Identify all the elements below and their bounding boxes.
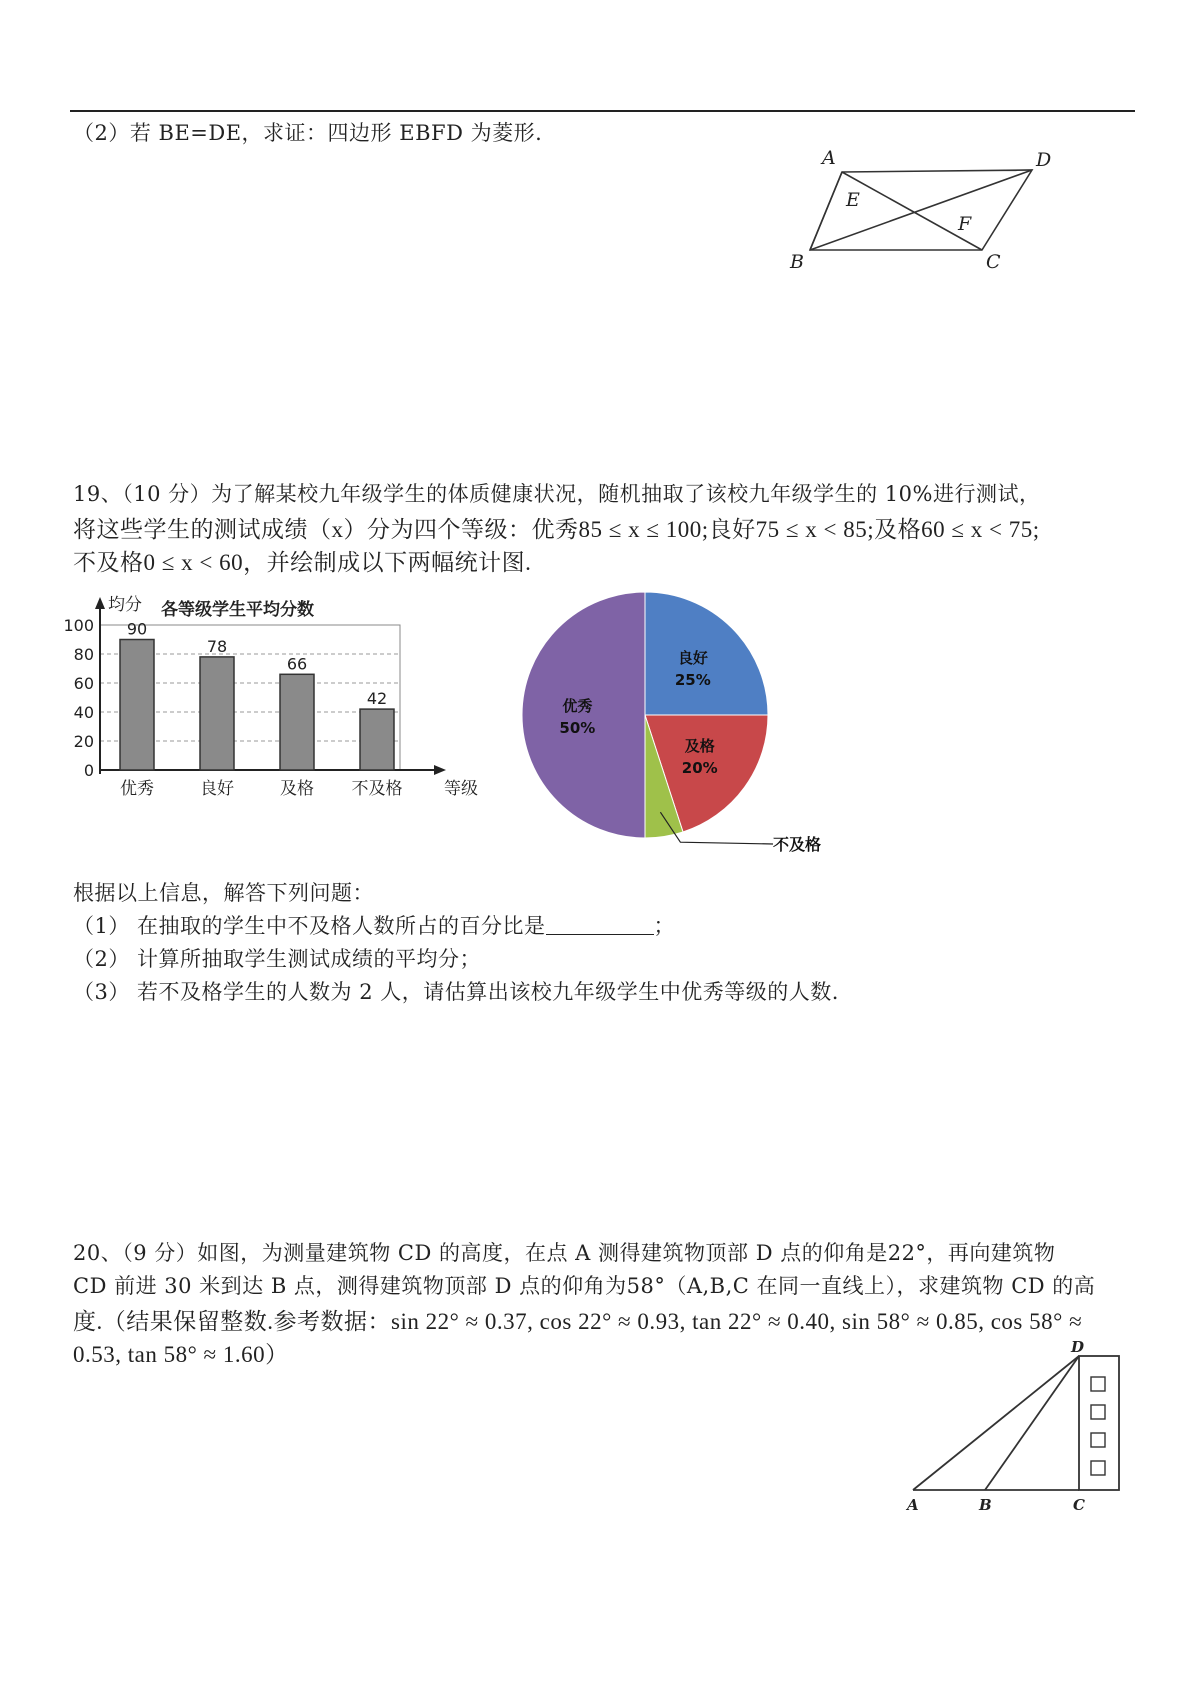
pie-slice (522, 592, 645, 838)
bar-value-label: 42 (366, 689, 388, 709)
q20-line3: 度.（结果保留整数.参考数据：sin 22° ≈ 0.37, cos 22° ≈ 0.93, tan 22° ≈ 0.40, sin 58° ≈ 0.85, cos 58° ≈ (73, 1309, 1083, 1334)
x-tick-label: 及格 (280, 779, 314, 799)
bar (200, 657, 234, 770)
q19-line1: 19、（10 分）为了解某校九年级学生的体质健康状况，随机抽取了该校九年级学生的 10%进行测试， (73, 482, 1041, 506)
pie-slice-label: 及格 (684, 736, 715, 755)
top-rule (70, 110, 1135, 112)
q19-sub1 (73, 910, 675, 940)
pie-slice-label: 良好 (677, 649, 708, 668)
y-tick-label: 40 (73, 703, 94, 722)
y-axis-arrow (95, 597, 105, 609)
label-d2: D (1071, 1338, 1085, 1356)
q19-line3: 不及格0 ≤ x < 60，并绘制成以下两幅统计图. (73, 550, 532, 575)
q18-part2-text: （2）若 BE=DE，求证：四边形 EBFD 为菱形. (73, 121, 543, 145)
bar-chart (63, 595, 506, 875)
bar-value-label: 78 (206, 636, 228, 656)
label-b2: B (979, 1496, 992, 1514)
x-tick-label: 不及格 (351, 779, 403, 799)
q19-sub3: （3） 若不及格学生的人数为 2 人，请估算出该校九年级学生中优秀等级的人数. (73, 980, 839, 1004)
bar (120, 640, 154, 771)
building-figure (905, 1340, 1135, 1515)
q20-line1: 20、（9 分）如图，为测量建筑物 CD 的高度，在点 A 测得建筑物顶部 D 点的仰角是22°，再向建筑物 (73, 1241, 1056, 1265)
y-tick-label: 20 (73, 732, 94, 751)
y-axis-label: 均分 (108, 595, 142, 615)
q19-sub1-end: ； (653, 914, 676, 938)
q20-line2: CD 前进 30 米到达 B 点，测得建筑物顶部 D 点的仰角为58°（A,B,C 在同一直线上），求建筑物 CD 的高 (73, 1274, 1096, 1298)
q19-sub2: （2） 计算所抽取学生测试成绩的平均分； (73, 947, 482, 971)
label-f: F (958, 213, 972, 235)
label-c2: C (1073, 1496, 1085, 1514)
label-e: E (846, 189, 860, 211)
q20-line4: 0.53, tan 58° ≈ 1.60） (73, 1342, 289, 1367)
label-a: A (822, 147, 836, 169)
bar-value-label: 90 (126, 619, 148, 639)
pie-chart (515, 590, 822, 860)
label-a2: A (907, 1496, 919, 1514)
pie-slice-label: 不及格 (773, 835, 822, 854)
q19-after-text: 根据以上信息，解答下列问题： (73, 881, 374, 905)
pie-slice-pct: 20% (681, 758, 718, 777)
y-tick-label: 0 (83, 761, 94, 780)
y-tick-label: 100 (63, 616, 94, 635)
y-tick-label: 60 (73, 674, 94, 693)
bar (360, 709, 394, 770)
parallelogram-figure (780, 147, 1060, 273)
x-tick-label: 优秀 (120, 779, 154, 799)
x-tick-label: 良好 (200, 779, 234, 799)
label-c: C (986, 251, 1001, 273)
label-b: B (790, 251, 804, 273)
pie-slice-label: 优秀 (562, 697, 593, 715)
y-tick-label: 80 (73, 645, 94, 664)
label-d: D (1036, 149, 1052, 171)
q19-line2: 将这些学生的测试成绩（x）分为四个等级：优秀85 ≤ x ≤ 100;良好75 ≤ x < 85;及格60 ≤ x < 75; (73, 517, 1040, 542)
answer-blank[interactable] (546, 916, 654, 935)
bar-value-label: 66 (286, 654, 308, 674)
x-axis-arrow (434, 765, 446, 775)
x-axis-label: 等级 (444, 779, 478, 799)
bar (280, 674, 314, 770)
q19-sub1-text: （1） 在抽取的学生中不及格人数所占的百分比是 (73, 914, 546, 938)
pie-slice-pct: 50% (559, 719, 596, 737)
chart-title: 各等级学生平均分数 (161, 600, 314, 620)
pie-slice-pct: 25% (674, 671, 711, 690)
